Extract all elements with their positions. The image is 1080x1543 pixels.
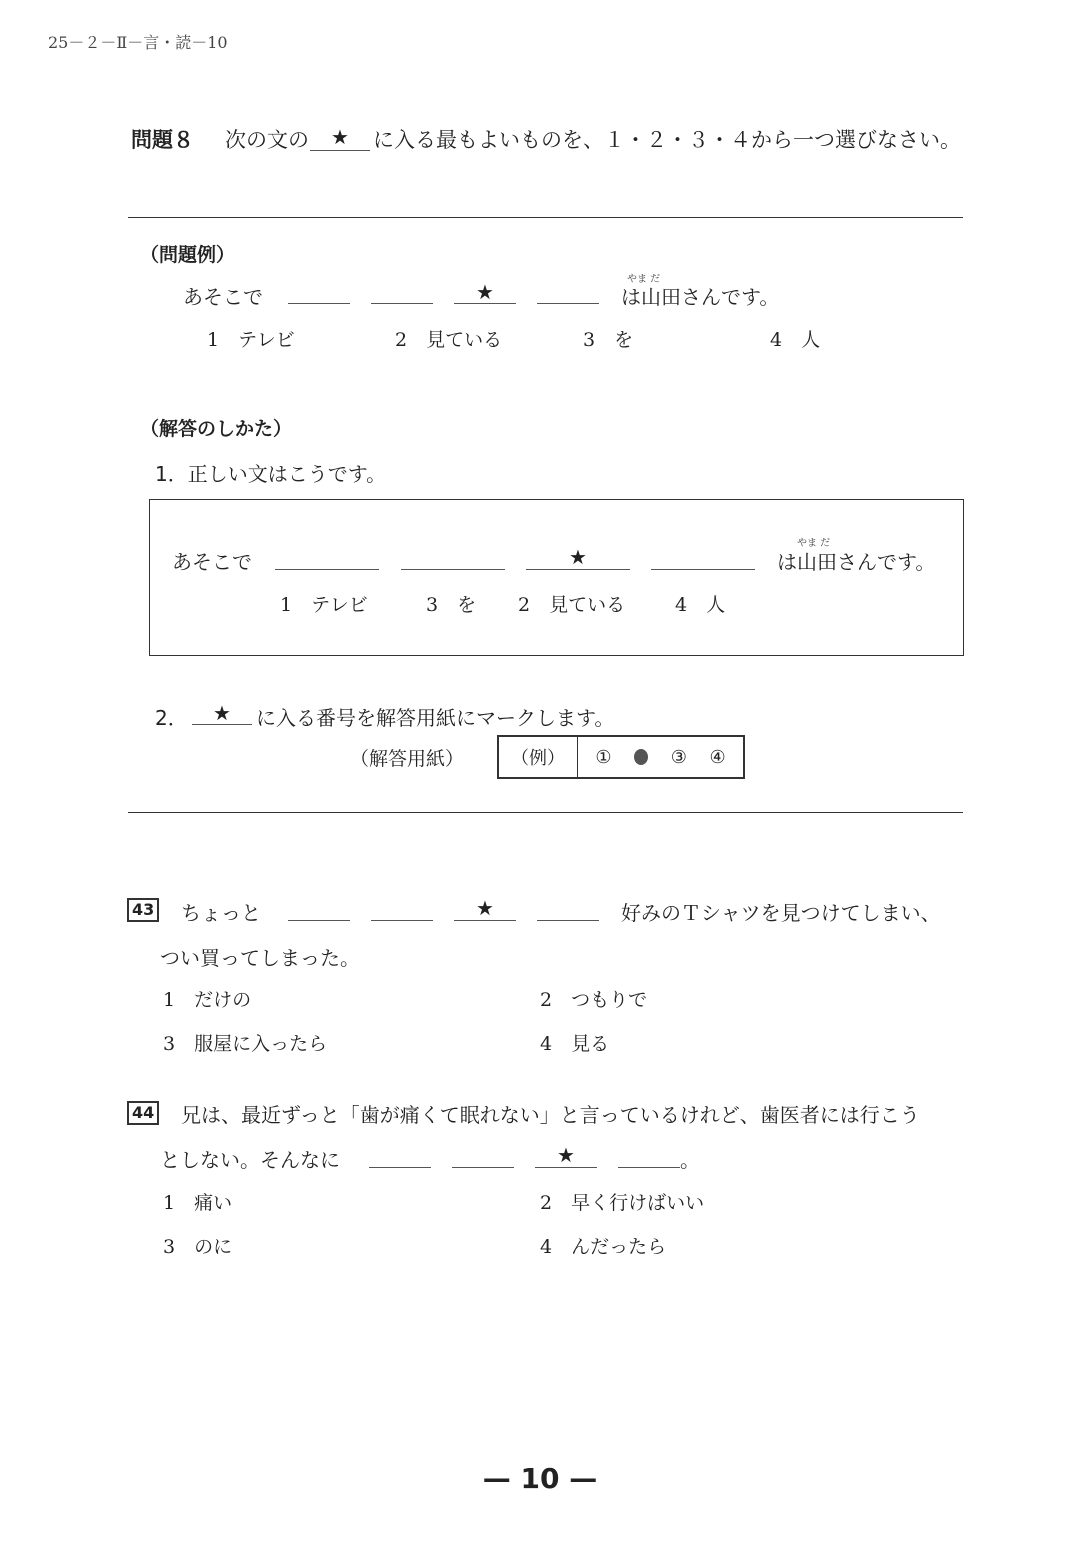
q44-option-4: 4 んだったら bbox=[540, 1236, 667, 1258]
page-number: — 10 — bbox=[482, 1462, 598, 1495]
circled-three-icon: ③ bbox=[670, 746, 687, 768]
divider-bottom bbox=[128, 812, 963, 813]
example-option-1: 1 テレビ bbox=[207, 329, 295, 351]
question-44-line1: 兄は、最近ずっと「歯が痛くて眠れない」と言っているけれど、歯医者には行こう bbox=[181, 1103, 920, 1127]
q43-star-icon: ★ bbox=[476, 896, 494, 920]
q44-option-3: 3 のに bbox=[163, 1236, 233, 1258]
q43-blank-1 bbox=[288, 920, 350, 921]
example-heading: （問題例） bbox=[140, 244, 236, 266]
answer-step-2-text: に入る番号を解答用紙にマークします。 bbox=[256, 706, 615, 730]
box-option-2: 2 見ている bbox=[518, 594, 626, 616]
box-option-3: 3 を bbox=[426, 594, 477, 616]
step2-star-icon: ★ bbox=[213, 701, 231, 725]
question-43-end: 好みのＴシャツを見つけてしまい、 bbox=[621, 901, 941, 925]
answer-method-heading: （解答のしかた） bbox=[140, 418, 293, 440]
q44-blank-1 bbox=[369, 1167, 431, 1168]
box-option-4: 4 人 bbox=[675, 594, 726, 616]
example-option-3: 3 を bbox=[583, 329, 634, 351]
title-star-icon: ★ bbox=[331, 125, 349, 149]
example-blank-2 bbox=[371, 303, 433, 304]
problem-instruction-suffix: に入る最もよいものを、１・２・３・４から一つ選びなさい。 bbox=[373, 128, 961, 152]
q43-blank-4 bbox=[537, 920, 599, 921]
q43-blank-3 bbox=[454, 920, 516, 921]
q43-option-3: 3 服屋に入ったら bbox=[163, 1033, 328, 1055]
title-blank bbox=[310, 150, 370, 151]
example-ruby: やま だ bbox=[627, 274, 661, 285]
box-blank-1 bbox=[275, 569, 379, 570]
q43-blank-2 bbox=[371, 920, 433, 921]
box-option-1: 1 テレビ bbox=[280, 594, 368, 616]
answer-sheet-sample bbox=[497, 735, 745, 779]
q43-option-4: 4 見る bbox=[540, 1033, 610, 1055]
answer-step-1: 1．正しい文はこうです。 bbox=[155, 462, 387, 486]
box-ruby: やま だ bbox=[797, 538, 831, 549]
question-43-line2: つい買ってしまった。 bbox=[160, 946, 360, 970]
answer-step-2-number: 2． bbox=[155, 706, 188, 730]
q44-option-1: 1 痛い bbox=[163, 1192, 233, 1214]
q43-option-2: 2 つもりで bbox=[540, 989, 648, 1011]
box-sentence-start: あそこで bbox=[172, 550, 252, 574]
box-star-icon: ★ bbox=[569, 545, 587, 569]
example-sentence-start: あそこで bbox=[183, 285, 263, 309]
question-44-end: 。 bbox=[680, 1148, 700, 1172]
example-blank-4 bbox=[537, 303, 599, 304]
question-43-number: 43 bbox=[127, 898, 159, 922]
q44-star-icon: ★ bbox=[557, 1143, 575, 1167]
example-blank-1 bbox=[288, 303, 350, 304]
circled-four-icon: ④ bbox=[709, 746, 726, 768]
box-sentence-end: は山田さんです。 bbox=[777, 550, 936, 574]
box-blank-4 bbox=[651, 569, 755, 570]
example-option-2: 2 見ている bbox=[395, 329, 503, 351]
divider-top bbox=[128, 217, 963, 218]
example-star-icon: ★ bbox=[476, 280, 494, 304]
problem-instruction-prefix: 次の文の bbox=[225, 128, 309, 152]
answer-sheet-example-label: （例） bbox=[499, 737, 578, 777]
q44-blank-4 bbox=[618, 1167, 680, 1168]
question-44-start: としない。そんなに bbox=[160, 1148, 340, 1172]
question-44-number: 44 bbox=[127, 1101, 159, 1125]
circled-one-icon: ① bbox=[595, 746, 612, 768]
filled-mark-icon bbox=[634, 749, 648, 765]
question-43-start: ちょっと bbox=[181, 901, 261, 925]
example-option-4: 4 人 bbox=[770, 329, 821, 351]
answer-sheet-options bbox=[578, 737, 743, 777]
answer-sheet-label: （解答用紙） bbox=[350, 748, 465, 770]
q44-blank-3 bbox=[535, 1167, 597, 1168]
correct-sentence-box bbox=[149, 499, 964, 656]
q44-option-2: 2 早く行けばいい bbox=[540, 1192, 705, 1214]
example-sentence-end: は山田さんです。 bbox=[621, 285, 780, 309]
box-blank-2 bbox=[401, 569, 505, 570]
q43-option-1: 1 だけの bbox=[163, 989, 252, 1011]
box-blank-3 bbox=[526, 569, 630, 570]
page-header-code: 25－２－Ⅱ－言・読－10 bbox=[48, 33, 228, 52]
problem-label: 問題８ bbox=[131, 128, 194, 152]
q44-blank-2 bbox=[452, 1167, 514, 1168]
